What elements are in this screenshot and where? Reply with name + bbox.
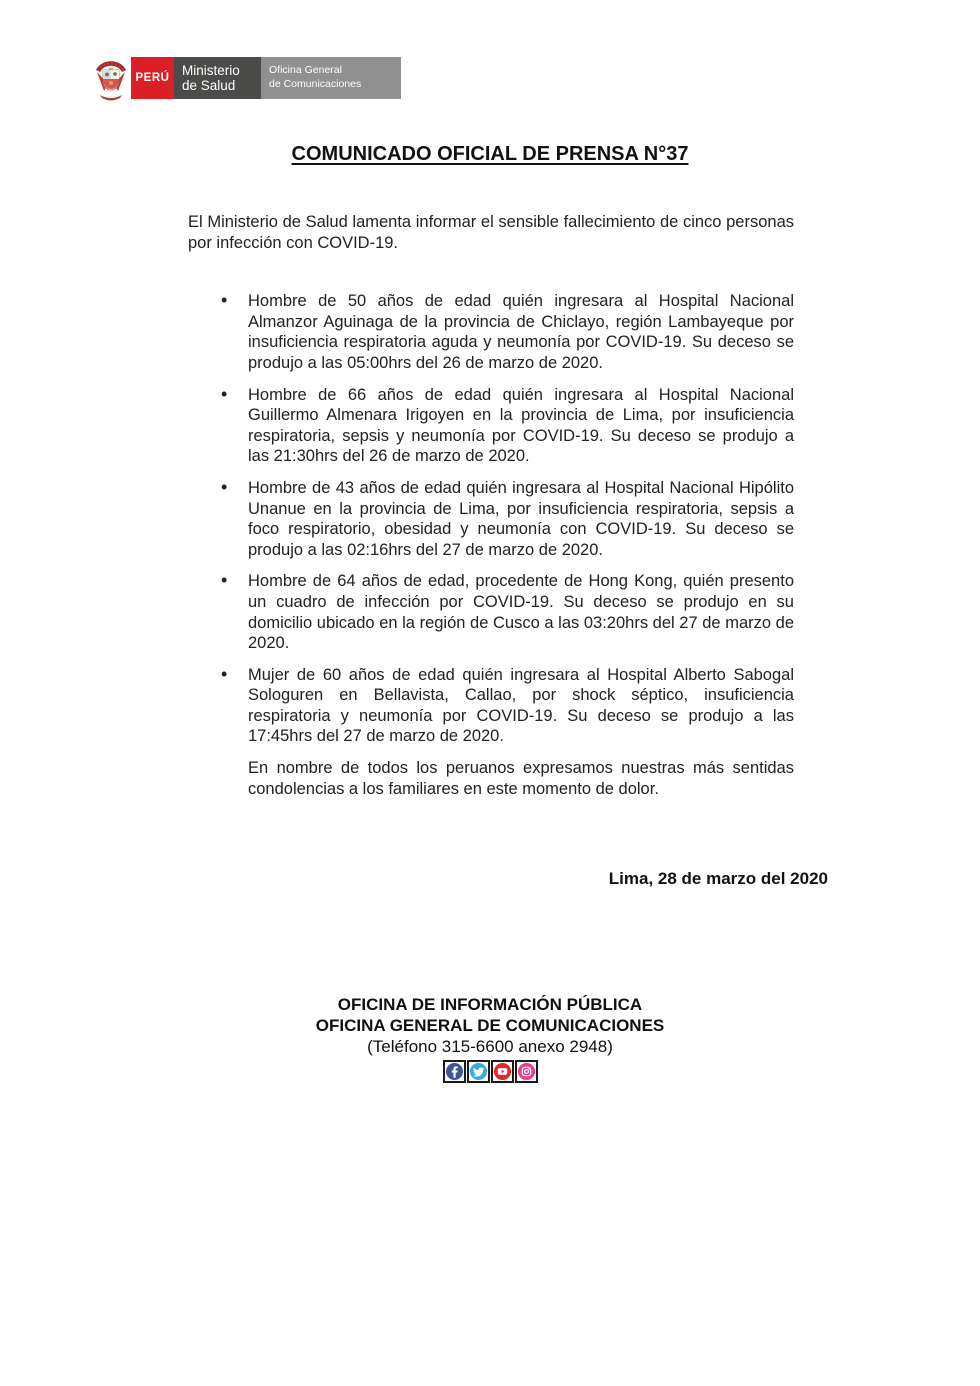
ministry-name-line1: Ministerio (182, 62, 240, 78)
office-name-line2: de Comunicaciones (269, 78, 362, 90)
deceased-list (188, 291, 794, 747)
ministry-name-block (174, 57, 261, 99)
list-item: • Hombre de 66 años de edad quién ingresara al Hospital Nacional Guillermo Almenara Irigoyen en la provincia de Lima, por insuficiencia respiratoria, sepsis y neumonía por COVID-19. Su deceso se produjo a las 21:30hrs del 26 de marzo de 2020. (188, 385, 794, 467)
list-item: • Mujer de 60 años de edad quién ingresara al Hospital Alberto Sabogal Sologuren en Bellavista, Callao, por shock séptico, insuficiencia respiratoria y neumonía por COVID-19. Su deceso se produjo a las 17:45hrs del 27 de marzo de 2020. (188, 665, 794, 747)
footer (0, 994, 980, 1083)
twitter-icon (467, 1060, 490, 1083)
intro-paragraph: El Ministerio de Salud lamenta informar el sensible fallecimiento de cinco personas por infección con COVID-19. (188, 213, 794, 252)
office-name-line1: Oficina General (269, 64, 342, 77)
footer-office-public-information: OFICINA DE INFORMACIÓN PÚBLICA (337, 995, 643, 1014)
closing-paragraph: En nombre de todos los peruanos expresamos nuestras más sentidas condolencias a los familiares en este momento de dolor. (248, 759, 794, 798)
footer-phone: (Teléfono 315-6600 anexo 2948) (367, 1037, 613, 1056)
dateline: Lima, 28 de marzo del 2020 (608, 869, 828, 888)
ministry-name-line2: de Salud (182, 78, 236, 93)
list-item: • Hombre de 50 años de edad quién ingresara al Hospital Nacional Almanzor Aguinaga de la provincia de Chiclayo, región Lambayeque por insuficiencia respiratoria aguda y neumonía por COVID-19. Su deceso se produjo a las 05:00hrs del 26 de marzo de 2020. (188, 291, 794, 373)
peru-brand-block (131, 57, 174, 99)
peru-coat-of-arms-icon (94, 55, 128, 102)
page-title (0, 143, 980, 166)
facebook-icon (443, 1060, 466, 1083)
youtube-icon (491, 1060, 514, 1083)
list-item: • Hombre de 64 años de edad, procedente de Hong Kong, quién presento un cuadro de infección por COVID-19. Su deceso se produjo en su domicilio ubicado en la región de Cusco a las 03:20hrs del 27 de marzo de 2020. (188, 571, 794, 653)
page-title-text: COMUNICADO OFICIAL DE PRENSA N°37 (291, 143, 689, 165)
ministry-logo (94, 55, 401, 102)
instagram-icon (515, 1060, 538, 1083)
footer-office-communications: OFICINA GENERAL DE COMUNICACIONES (315, 1016, 665, 1035)
social-icons-row (0, 1060, 980, 1083)
office-name-block (261, 57, 401, 99)
list-item: • Hombre de 43 años de edad quién ingresara al Hospital Nacional Hipólito Unanue en la provincia de Lima, por insuficiencia respiratoria, sepsis a foco respiratorio, obesidad y neumonía con COVID-19. Su deceso se produjo a las 02:16hrs del 27 de marzo de 2020. (188, 478, 794, 560)
peru-brand-label: PERÚ (135, 72, 170, 84)
document-body (188, 212, 794, 799)
